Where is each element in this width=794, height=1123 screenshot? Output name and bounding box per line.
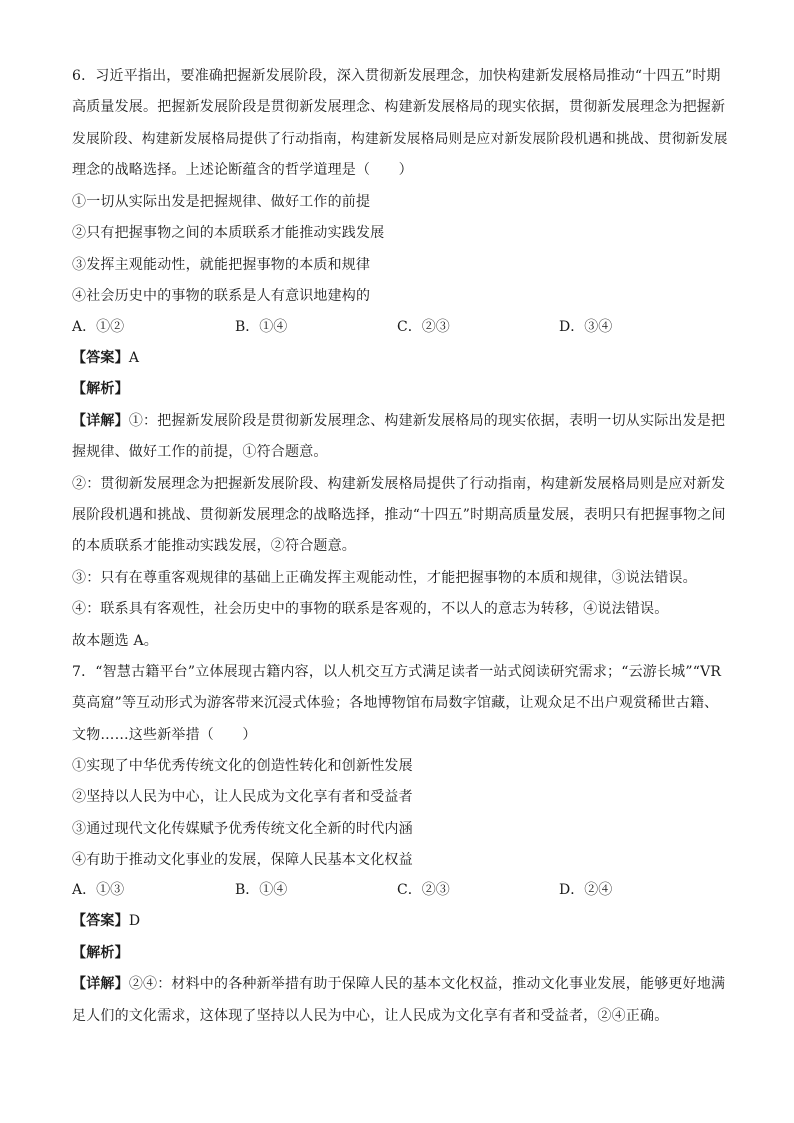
q6-detail-line: ②：贯彻新发展理念为把握新发展阶段、构建新发展格局提供了行动指南，构建新发展格局则是应对新发 <box>72 476 726 492</box>
q6-answer-tag: 【答案】 <box>72 350 129 366</box>
q7-stem-line: 文物……这些新举措（ ） <box>72 727 257 743</box>
q6-item-3: ③发挥主观能动性，就能把握事物的本质和规律 <box>72 257 371 273</box>
q7-option-c: C．②③ <box>397 882 450 898</box>
q7-detail-tag: 【详解】 <box>72 976 129 992</box>
q7-item-4: ④有助于推动文化事业的发展，保障人民基本文化权益 <box>72 852 413 868</box>
q6-detail-tag: 【详解】 <box>72 413 129 429</box>
q7-detail-text: ②④：材料中的各种新举措有助于保障人民的基本文化权益，推动文化事业发展，能够更好地满 <box>128 976 726 992</box>
q6-analysis-tag <box>72 380 732 398</box>
q6-detail-line: ④：联系具有客观性，社会历史中的事物的联系是客观的，不以人的意志为转移，④说法错误。 <box>72 601 669 617</box>
q6-detail-line <box>72 412 732 430</box>
q6-conclusion: 故本题选 A。 <box>72 633 158 649</box>
q6-stem-line: 发展阶段、构建新发展格局提供了行动指南，构建新发展格局则是应对新发展阶段机遇和挑战、贯彻新发展 <box>72 131 728 147</box>
q6-stem-line: 理念的战略选择。上述论断蕴含的哲学道理是（ ） <box>72 162 413 178</box>
q7-options <box>72 881 732 899</box>
q6-analysis-label: 【解析】 <box>72 381 129 397</box>
q7-item-1: ①实现了中华优秀传统文化的创造性转化和创新性发展 <box>72 758 413 774</box>
q7-stem-line: 7．“智慧古籍平台”立体展现古籍内容，以人机交互方式满足读者一站式阅读研究需求；“云游长城”“VR <box>72 664 722 680</box>
q6-stem-line: 高质量发展。把握新发展阶段是贯彻新发展理念、构建新发展格局的现实依据，贯彻新发展理念为把握新 <box>72 99 726 115</box>
q7-answer-tag: 【答案】 <box>72 913 129 929</box>
q7-stem-line: 莫高窟”等互动形式为游客带来沉浸式体验；各地博物馆布局数字馆藏，让观众足不出户观赏稀世古籍、 <box>72 695 719 711</box>
q7-answer-value: D <box>128 913 141 929</box>
q7-option-b: B．①④ <box>235 882 288 898</box>
q6-detail-line: 握规律、做好工作的前提，①符合题意。 <box>72 444 328 460</box>
q7-answer <box>72 912 732 930</box>
q7-item-2: ②坚持以人民为中心，让人民成为文化享有者和受益者 <box>72 789 413 805</box>
q7-detail-line: 足人们的文化需求，这体现了坚持以人民为中心，让人民成为文化享有者和受益者，②④正确。 <box>72 1008 669 1024</box>
q7-analysis-label: 【解析】 <box>72 945 129 961</box>
q6-answer <box>72 349 732 367</box>
q6-options <box>72 318 732 336</box>
q6-option-b: B．①④ <box>235 319 288 335</box>
q7-option-a: A．①③ <box>72 882 125 898</box>
q7-item-3: ③通过现代文化传媒赋予优秀传统文化全新的时代内涵 <box>72 821 413 837</box>
q6-stem-line: 6．习近平指出，要准确把握新发展阶段，深入贯彻新发展理念，加快构建新发展格局推动“十四五”时期 <box>72 68 721 84</box>
q7-detail-line <box>72 975 732 993</box>
q6-detail-text: ①：把握新发展阶段是贯彻新发展理念、构建新发展格局的现实依据，表明一切从实际出发是把 <box>128 413 726 429</box>
q6-detail-line: ③：只有在尊重客观规律的基础上正确发挥主观能动性，才能把握事物的本质和规律，③说法错误。 <box>72 570 697 586</box>
q6-item-4: ④社会历史中的事物的联系是人有意识地建构的 <box>72 288 371 304</box>
q6-item-1: ①一切从实际出发是把握规律、做好工作的前提 <box>72 194 371 210</box>
q6-option-c: C．②③ <box>397 319 450 335</box>
q6-option-a: A．①② <box>72 319 125 335</box>
q6-option-d: D．③④ <box>559 319 613 335</box>
q6-item-2: ②只有把握事物之间的本质联系才能推动实践发展 <box>72 225 385 241</box>
q7-option-d: D．②④ <box>559 882 613 898</box>
q6-detail-line: 展阶段机遇和挑战、贯彻新发展理念的战略选择，推动“十四五”时期高质量发展，表明只有把握事物之间 <box>72 507 726 523</box>
q6-answer-value: A <box>128 350 140 366</box>
q7-analysis-tag <box>72 944 732 962</box>
q6-detail-line: 的本质联系才能推动实践发展，②符合题意。 <box>72 538 356 554</box>
